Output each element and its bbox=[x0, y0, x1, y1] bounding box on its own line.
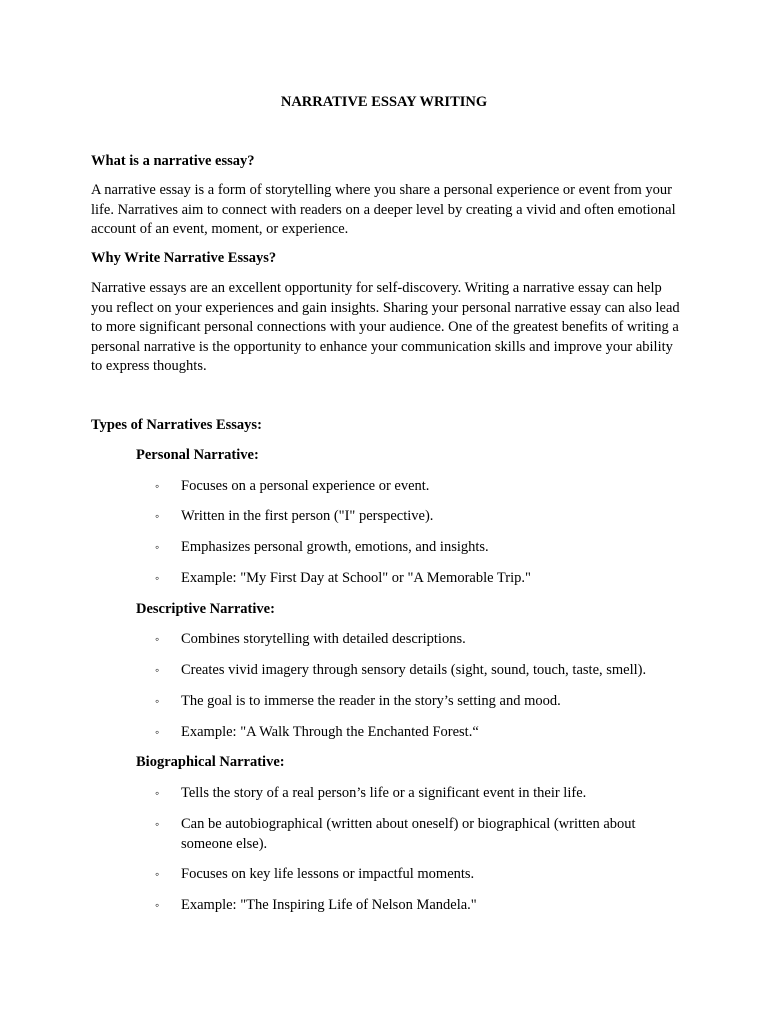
subheading-biographical-narrative: Biographical Narrative: bbox=[136, 754, 285, 770]
section-heading-why-write: Why Write Narrative Essays? bbox=[91, 250, 277, 266]
bullet-icon: ◦ bbox=[155, 694, 160, 708]
section-paragraph-what-is: A narrative essay is a form of storytelling where you share a personal experience or event from your life. Narratives aim to connect with readers on a deeper level by creating a vivid and often emotional account of an event, moment, or experience. bbox=[91, 182, 676, 237]
list-item-text: Example: "A Walk Through the Enchanted Forest.“ bbox=[181, 724, 479, 740]
list-item-text: Written in the first person ("I" perspective). bbox=[181, 508, 434, 524]
list-item-text: Combines storytelling with detailed descriptions. bbox=[181, 631, 466, 647]
list-item-text: Creates vivid imagery through sensory details (sight, sound, touch, taste, smell). bbox=[181, 662, 647, 678]
list-item bbox=[155, 815, 675, 854]
section-heading-what-is: What is a narrative essay? bbox=[91, 153, 255, 169]
bullet-icon: ◦ bbox=[155, 898, 160, 912]
bullet-icon: ◦ bbox=[155, 725, 160, 739]
bullet-icon: ◦ bbox=[155, 817, 160, 831]
list-item bbox=[155, 538, 675, 558]
list-item-text: Focuses on key life lessons or impactful moments. bbox=[181, 866, 475, 882]
list-item bbox=[155, 692, 675, 712]
bullet-icon: ◦ bbox=[155, 663, 160, 677]
document-title: NARRATIVE ESSAY WRITING bbox=[280, 94, 488, 110]
bullet-icon: ◦ bbox=[155, 571, 160, 585]
list-item bbox=[155, 661, 675, 681]
subheading-descriptive-narrative: Descriptive Narrative: bbox=[136, 601, 275, 617]
list-item-text: Focuses on a personal experience or event. bbox=[181, 478, 430, 494]
list-item-text: Example: "My First Day at School" or "A Memorable Trip." bbox=[181, 570, 531, 586]
list-item bbox=[155, 507, 675, 527]
subheading-personal-narrative: Personal Narrative: bbox=[136, 447, 259, 463]
list-item-text: Tells the story of a real person’s life or a significant event in their life. bbox=[181, 785, 587, 801]
bullet-icon: ◦ bbox=[155, 479, 160, 493]
bullet-icon: ◦ bbox=[155, 867, 160, 881]
types-heading: Types of Narratives Essays: bbox=[91, 417, 262, 433]
list-item-text: Example: "The Inspiring Life of Nelson Mandela." bbox=[181, 897, 477, 913]
list-item bbox=[155, 630, 675, 650]
bullet-icon: ◦ bbox=[155, 786, 160, 800]
bullet-icon: ◦ bbox=[155, 509, 160, 523]
bullet-icon: ◦ bbox=[155, 632, 160, 646]
list-item bbox=[155, 569, 675, 589]
list-item bbox=[155, 865, 675, 885]
section-paragraph-why-write: Narrative essays are an excellent opportunity for self-discovery. Writing a narrative essay can help you reflect on your experiences and gain insights. Sharing your personal narrative essay can also lead to more significant personal connections with your audience. One of the greatest benefits of writing a personal narrative is the opportunity to enhance your communication skills and improve your ability to express thoughts. bbox=[91, 280, 680, 374]
bullet-icon: ◦ bbox=[155, 540, 160, 554]
list-item-text: Can be autobiographical (written about oneself) or biographical (written about someone else). bbox=[181, 816, 636, 852]
list-item-text: Emphasizes personal growth, emotions, and insights. bbox=[181, 539, 489, 555]
list-item bbox=[155, 477, 675, 497]
list-item bbox=[155, 896, 675, 916]
list-item bbox=[155, 723, 675, 743]
list-item-text: The goal is to immerse the reader in the story’s setting and mood. bbox=[181, 693, 561, 709]
list-item bbox=[155, 784, 675, 804]
